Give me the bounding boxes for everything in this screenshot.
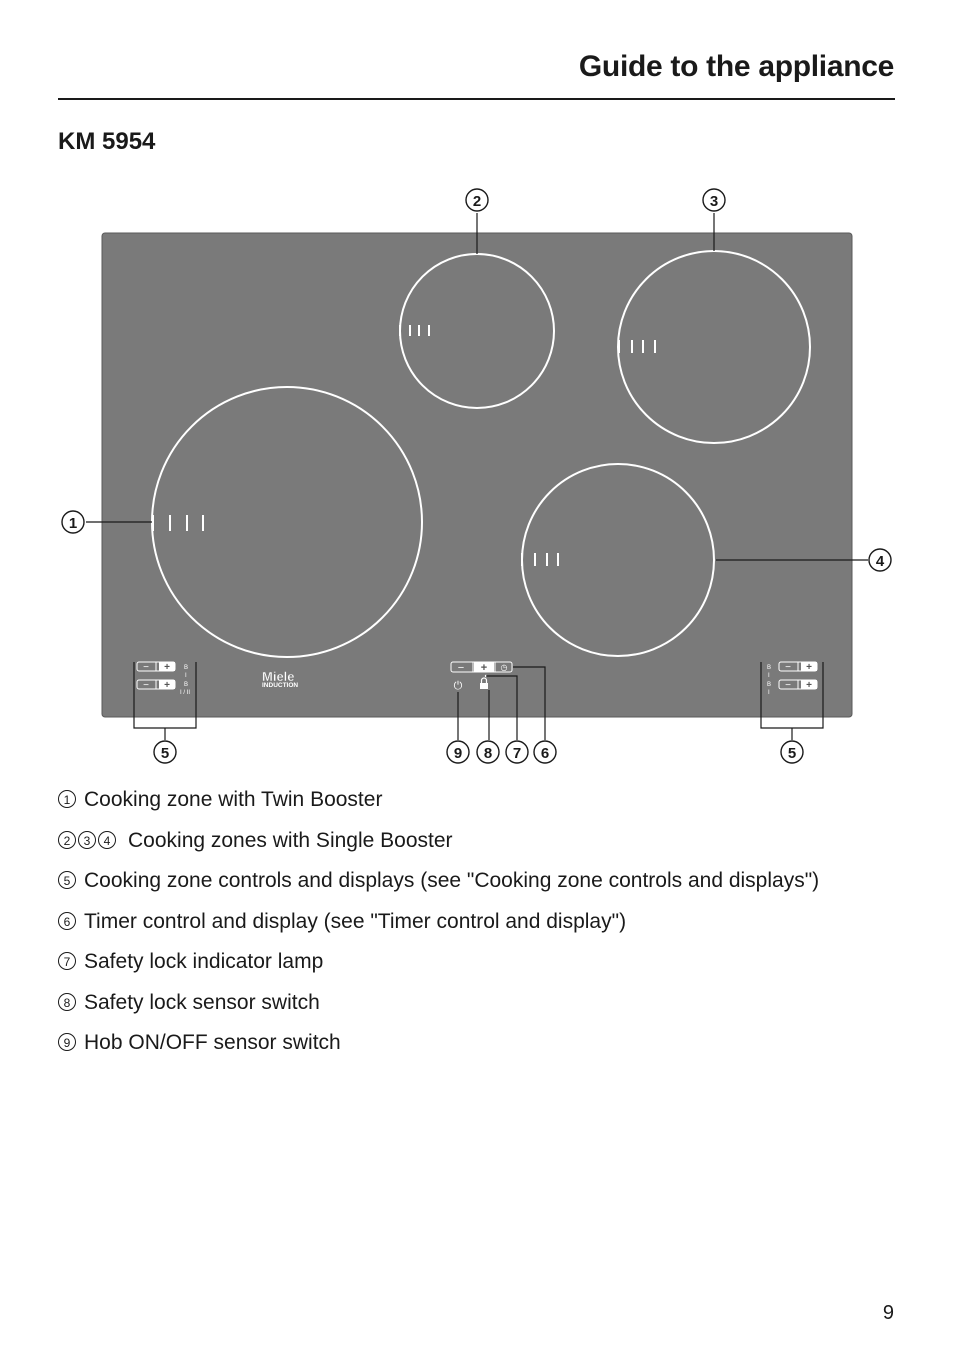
- twin-booster-label: I / II: [180, 690, 191, 696]
- legend-marker: 7: [58, 952, 76, 970]
- legend-marker: 6: [58, 912, 76, 930]
- svg-text:9: 9: [453, 745, 463, 762]
- legend-text: Timer control and display (see "Timer control and display"): [84, 909, 627, 933]
- callout-5-left: [154, 741, 176, 763]
- booster-level-label: I: [185, 673, 187, 679]
- plus-icon: +: [480, 662, 488, 674]
- page-title: Guide to the appliance: [578, 50, 894, 83]
- svg-text:5: 5: [787, 745, 797, 762]
- booster-label[interactable]: B: [184, 665, 189, 671]
- booster-label[interactable]: B: [767, 665, 772, 671]
- svg-text:6: 6: [540, 745, 550, 762]
- callout-8: [477, 741, 499, 763]
- legend-text: Safety lock indicator lamp: [84, 950, 324, 973]
- callout-2: [466, 189, 488, 211]
- legend-text: Cooking zones with Single Booster: [128, 828, 453, 852]
- plus-icon: +: [164, 662, 170, 673]
- legend-marker: 8: [58, 993, 76, 1011]
- legend-marker: 1: [58, 790, 76, 808]
- callout-1: [62, 511, 84, 533]
- svg-text:Miele: Miele: [262, 669, 295, 684]
- svg-text:5: 5: [160, 745, 170, 762]
- page-number: 9: [882, 1302, 894, 1324]
- plus-icon: +: [806, 680, 812, 691]
- legend-item: [58, 1029, 819, 1070]
- miele-induction-logo: [262, 669, 298, 689]
- callout-4: [869, 549, 891, 571]
- legend-text: Hob ON/OFF sensor switch: [84, 1031, 341, 1054]
- zone-control-slider[interactable]: [779, 662, 817, 673]
- legend-item: [58, 948, 819, 989]
- callout-5-right: [781, 741, 803, 763]
- svg-text:1: 1: [68, 515, 78, 532]
- legend-item: [58, 827, 819, 868]
- svg-text:2: 2: [472, 193, 482, 210]
- legend-text: Cooking zone with Twin Booster: [84, 788, 383, 811]
- legend-marker: 2: [58, 831, 76, 849]
- svg-text:4: 4: [875, 553, 885, 570]
- svg-text:8: 8: [483, 745, 493, 762]
- zone-control-slider[interactable]: [137, 662, 175, 673]
- minus-icon: −: [457, 662, 465, 674]
- zone-control-slider[interactable]: [137, 680, 175, 691]
- svg-text:INDUCTION: INDUCTION: [262, 682, 299, 689]
- plus-icon: +: [164, 680, 170, 691]
- legend-marker: 3: [78, 831, 96, 849]
- callout-7: [506, 741, 528, 763]
- callout-9: [447, 741, 469, 763]
- svg-text:7: 7: [512, 745, 522, 762]
- booster-label[interactable]: B: [184, 682, 189, 688]
- svg-text:3: 3: [709, 193, 719, 210]
- plus-icon: +: [806, 662, 812, 673]
- hob-surface: [102, 233, 852, 717]
- model-heading: KM 5954: [58, 128, 156, 155]
- minus-icon: −: [143, 662, 149, 673]
- minus-icon: −: [785, 680, 791, 691]
- legend-marker: 5: [58, 871, 76, 889]
- legend-list: [58, 786, 819, 1070]
- callout-3: [703, 189, 725, 211]
- legend-item: [58, 989, 819, 1030]
- booster-level-label: I: [768, 690, 770, 696]
- minus-icon: −: [785, 662, 791, 673]
- booster-level-label: I: [768, 673, 770, 679]
- legend-marker: 4: [98, 831, 116, 849]
- legend-text: Safety lock sensor switch: [84, 990, 320, 1014]
- legend-item: [58, 908, 819, 949]
- legend-text: Cooking zone controls and displays (see "Cooking zone controls and displays"): [84, 869, 820, 892]
- timer-icon: ◷: [500, 663, 508, 672]
- timer-control-slider[interactable]: [451, 662, 512, 674]
- legend-item: [58, 786, 819, 827]
- callout-6: [534, 741, 556, 763]
- legend-marker: 9: [58, 1033, 76, 1051]
- minus-icon: −: [143, 680, 149, 691]
- power-icon[interactable]: ⏻: [453, 680, 463, 692]
- zone-control-slider[interactable]: [779, 680, 817, 691]
- legend-item: [58, 867, 819, 908]
- booster-label[interactable]: B: [767, 682, 772, 688]
